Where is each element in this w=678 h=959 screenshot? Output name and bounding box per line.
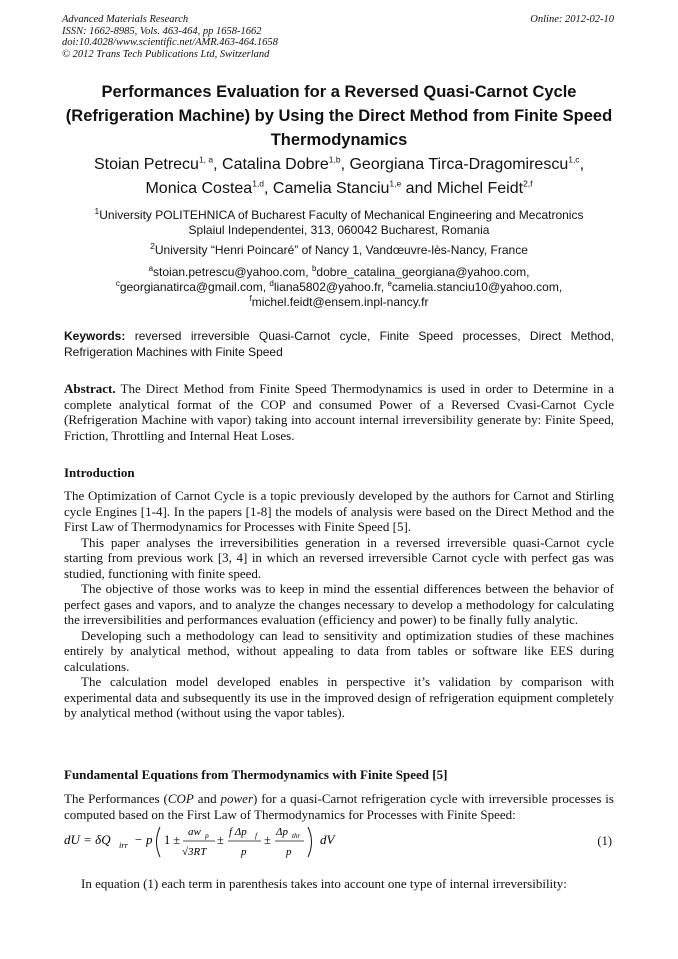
author-name: Monica Costea — [145, 180, 253, 197]
email-marker: e — [387, 279, 392, 288]
title-line: Performances Evaluation for a Reversed Quasi-Carnot Cycle — [101, 83, 577, 101]
email-line — [60, 265, 618, 280]
eq-pm: ± — [264, 833, 271, 847]
equation-svg — [64, 822, 364, 862]
eq-one: 1 ± — [164, 833, 181, 847]
eq-t2-num: f Δp — [229, 826, 247, 838]
abstract-text: The Direct Method from Finite Speed Thermodynamics is used in order to Determine in a complete analytical format of the COP and consumed Power of a Reversed Cvasi-Carnot Cycle (Refrigeration Machine with vapor) taking into account internal irreversibility generate by: Finite Speed, Friction, Throttling and Internal Heat Loses. — [64, 381, 614, 443]
eq-t3-num: Δp — [276, 826, 288, 838]
email-marker: a — [148, 264, 154, 273]
author-line — [60, 153, 618, 177]
email-marker: f — [249, 294, 252, 303]
email-marker: c — [115, 279, 120, 288]
journal-name: Advanced Materials Research — [62, 14, 189, 25]
paragraph: The Optimization of Carnot Cycle is a topic previously developed by the authors for Carnot and Stirling cycle Engines [1-4]. In the papers [1-8] the models of analysis were based on the Direct Method and the First Law of Thermodynamics for Processes with Finite Speed [5]. — [64, 488, 614, 534]
text-run: and — [193, 791, 221, 806]
author-name: , Georgiana Tirca-Dragomirescu — [340, 156, 569, 173]
affiliation-text: University POLITEHNICA of Bucharest Faculty of Mechanical Engineering and Mecatronics — [99, 208, 584, 222]
author-affiliation-marker: 2,f — [523, 178, 533, 189]
paragraph — [64, 791, 614, 822]
paragraph: This paper analyses the irreversibilities generation in a reversed irreversible quasi-Carnot cycle starting from previous work [3, 4] in which an reversed irreversible Carnot cycle with perfect gas was studied, functioning with finite speed. — [64, 534, 614, 581]
paragraph: The calculation model developed enables in perspective it’s validation by comparison with experimental data and subsequently its use in the improved design of refrigeration equipment completely by analytical method (without using the vapor tables). — [64, 674, 614, 720]
author-name: , Camelia Stanciu — [264, 180, 390, 197]
affiliation-marker: 2 — [150, 241, 155, 251]
journal-doi[interactable]: doi:10.4028/www.scientific.net/AMR.463-464.1658 — [62, 37, 278, 48]
eq-dv: dV — [320, 832, 335, 847]
email-address[interactable]: stoian.petrescu@yahoo.com, — [153, 265, 312, 279]
email-address[interactable]: dobre_catalina_georgiana@yahoo.com, — [316, 265, 530, 279]
journal-header — [62, 14, 278, 60]
eq-lhs-sub: irr — [119, 840, 128, 850]
author-affiliation-marker: 1, a — [198, 154, 214, 165]
affiliation-2 — [60, 243, 618, 258]
eq-t2-num-sub: f — [255, 831, 258, 840]
paragraph: In equation (1) each term in parenthesis takes into account one type of internal irreversibility: — [81, 876, 567, 891]
equation-number: (1) — [597, 834, 612, 848]
keywords-text: reversed irreversible Quasi-Carnot cycle, Finite Speed processes, Direct Method, Refrigeration Machines with Finite Speed — [64, 329, 614, 359]
email-address[interactable]: georgianatirca@gmail.com, — [119, 280, 270, 294]
eq-t1-num: aw — [188, 826, 201, 838]
fundamental-intro — [64, 791, 614, 822]
online-date: Online: 2012-02-10 — [530, 14, 614, 25]
eq-t3-den: p — [286, 846, 292, 858]
paragraph: The objective of those works was to keep in mind the essential differences between the behavior of perfect gases and vapors, and to analyze the changes necessary to develop a methodology for calculating the irreversibilities and performances evaluation (efficiency and power) to be finally fully analytic. — [64, 581, 614, 627]
email-address[interactable]: liana5802@yahoo.fr, — [273, 280, 388, 294]
eq-right-paren — [308, 827, 312, 857]
fundamental-heading: Fundamental Equations from Thermodynamics with Finite Speed [5] — [64, 767, 448, 782]
equation-1 — [64, 822, 614, 862]
paragraph: Developing such a methodology can lead to sensitivity and optimization studies of these machines entirely by analytical method, without appealing to data from tables or software like EES during calculations. — [64, 627, 614, 674]
keywords-label: Keywords: — [64, 329, 126, 343]
keywords — [64, 329, 614, 360]
introduction-body — [64, 488, 614, 721]
author-name: Stoian Petrecu — [93, 156, 199, 173]
fundamental-body — [64, 876, 614, 892]
abstract-paragraph — [64, 381, 614, 443]
author-affiliation-marker: 1,d — [252, 178, 265, 189]
email-marker: b — [311, 264, 317, 273]
eq-left-paren — [157, 827, 161, 857]
email-line — [60, 280, 618, 295]
eq-t2-den: p — [241, 846, 247, 858]
eq-pm: ± — [217, 833, 224, 847]
text-run: ) for a quasi-Carnot refrigeration cycle with irreversible processes is computed based on the First Law of Thermodynamics for Processes with Finite Speed: — [64, 791, 614, 822]
author-separator: , — [579, 156, 585, 173]
text-run: COP — [167, 791, 194, 806]
journal-copyright: © 2012 Trans Tech Publications Ltd, Switzerland — [62, 48, 270, 60]
title-line: (Refrigeration Machine) by Using the Direct Method from Finite Speed — [65, 107, 613, 125]
journal-issn: ISSN: 1662-8985, Vols. 463-464, pp 1658-1662 — [62, 25, 262, 37]
eq-t1-den: √3RT — [182, 846, 207, 858]
abstract-label: Abstract. — [64, 381, 116, 396]
email-address[interactable]: michel.feidt@ensem.inpl-nancy.fr — [251, 295, 429, 309]
email-marker: d — [269, 279, 274, 288]
email-block — [60, 265, 618, 310]
author-affiliation-marker: 1,b — [328, 154, 341, 165]
email-address[interactable]: camelia.stanciu10@yahoo.com, — [391, 280, 563, 294]
affiliation-line — [60, 208, 618, 223]
title-line: Thermodynamics — [270, 131, 408, 149]
author-list — [60, 153, 618, 201]
author-name: and Michel Feidt — [401, 180, 524, 197]
affiliation-marker: 1 — [94, 206, 100, 216]
author-name: , Catalina Dobre — [213, 156, 329, 173]
eq-t1-num-sub: p — [205, 831, 209, 840]
eq-t3-num-sub: thr — [292, 832, 301, 840]
affiliation-text: University “Henri Poincaré” of Nancy 1, Vandœuvre-lès-Nancy, France — [154, 243, 528, 257]
affiliation-1 — [60, 208, 618, 238]
author-affiliation-marker: 1,e — [389, 178, 402, 189]
affiliation-address: Splaiul Independentei, 313, 060042 Bucharest, Romania — [188, 223, 490, 237]
author-affiliation-marker: 1,c — [568, 154, 580, 165]
paper-title — [60, 80, 618, 152]
text-run: The Performances ( — [64, 791, 168, 806]
text-run: power — [220, 791, 254, 806]
abstract — [64, 381, 614, 443]
author-line — [60, 177, 618, 201]
introduction-heading: Introduction — [64, 465, 135, 480]
eq-minus-p: − p — [134, 832, 153, 847]
eq-lhs: dU = δQ — [64, 832, 111, 847]
email-line — [60, 295, 618, 310]
